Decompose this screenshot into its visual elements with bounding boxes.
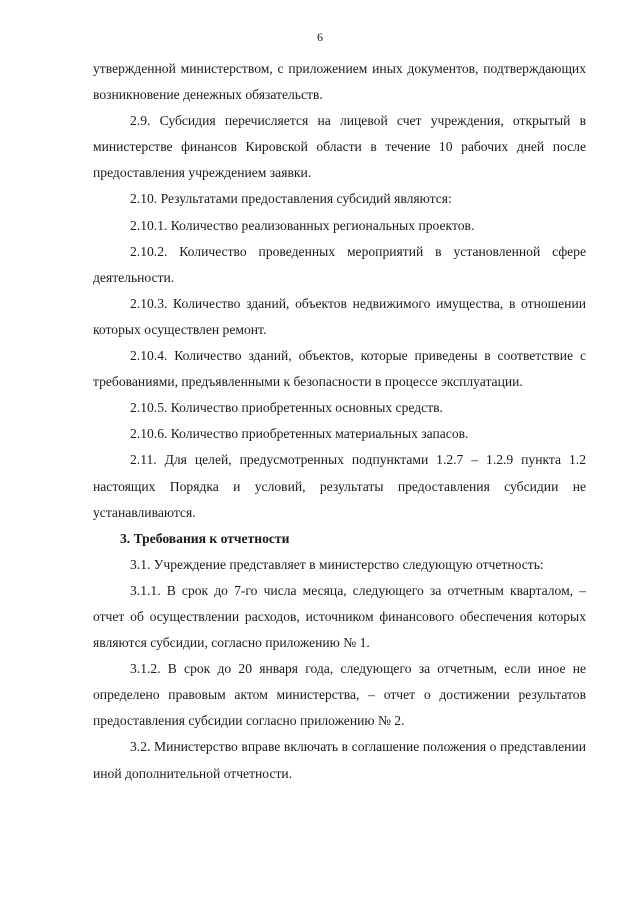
- paragraph-2-10-1: 2.10.1. Количество реализованных региональных проектов.: [130, 217, 475, 233]
- paragraph-3-1: 3.1. Учреждение представляет в министерство следующую отчетность:: [130, 556, 544, 572]
- paragraph-3-2: 3.2. Министерство вправе включать в соглашение положения о представлении иной дополнительной отчетности.: [93, 739, 586, 781]
- paragraph-2-10-5: 2.10.5. Количество приобретенных основных средств.: [130, 400, 443, 416]
- paragraph-2-10-6: 2.10.6. Количество приобретенных материальных запасов.: [130, 426, 469, 442]
- paragraph-2-9: 2.9. Субсидия перечисляется на лицевой счет учреждения, открытый в министерстве финансов Кировской области в течение 10 рабочих дней после предоставления учреждением заявки.: [93, 113, 586, 181]
- paragraph-continuation: утвержденной министерством, с приложением иных документов, подтверждающих возникновение денежных обязательств.: [93, 61, 586, 103]
- paragraph-2-10-2: 2.10.2. Количество проведенных мероприятий в установленной сфере деятельности.: [93, 243, 586, 285]
- page-number: 6: [317, 30, 323, 44]
- paragraph-2-10-3: 2.10.3. Количество зданий, объектов недвижимого имущества, в отношении которых осуществлен ремонт.: [93, 295, 586, 337]
- section-heading: 3. Требования к отчетности: [120, 530, 290, 546]
- paragraph-2-10-4: 2.10.4. Количество зданий, объектов, которые приведены в соответствие с требованиями, предъявленными к безопасности в процессе эксплуатации.: [93, 348, 586, 390]
- paragraph-3-1-2: 3.1.2. В срок до 20 января года, следующего за отчетным, если иное не определено правовым актом министерства, – отчет о достижении результатов предоставления субсидии согласно приложению № 2.: [93, 661, 586, 729]
- paragraph-2-10: 2.10. Результатами предоставления субсидий являются:: [130, 191, 452, 207]
- paragraph-3-1-1: 3.1.1. В срок до 7-го числа месяца, следующего за отчетным кварталом, – отчет об осуществлении расходов, источником финансового обеспечения которых являются субсидии, согласно приложению № 1.: [93, 582, 586, 651]
- document-body: [93, 56, 586, 787]
- paragraph-2-11: 2.11. Для целей, предусмотренных подпунктами 1.2.7 – 1.2.9 пункта 1.2 настоящих Порядка и условий, результаты предоставления субсидии не устанавливаются.: [93, 452, 586, 520]
